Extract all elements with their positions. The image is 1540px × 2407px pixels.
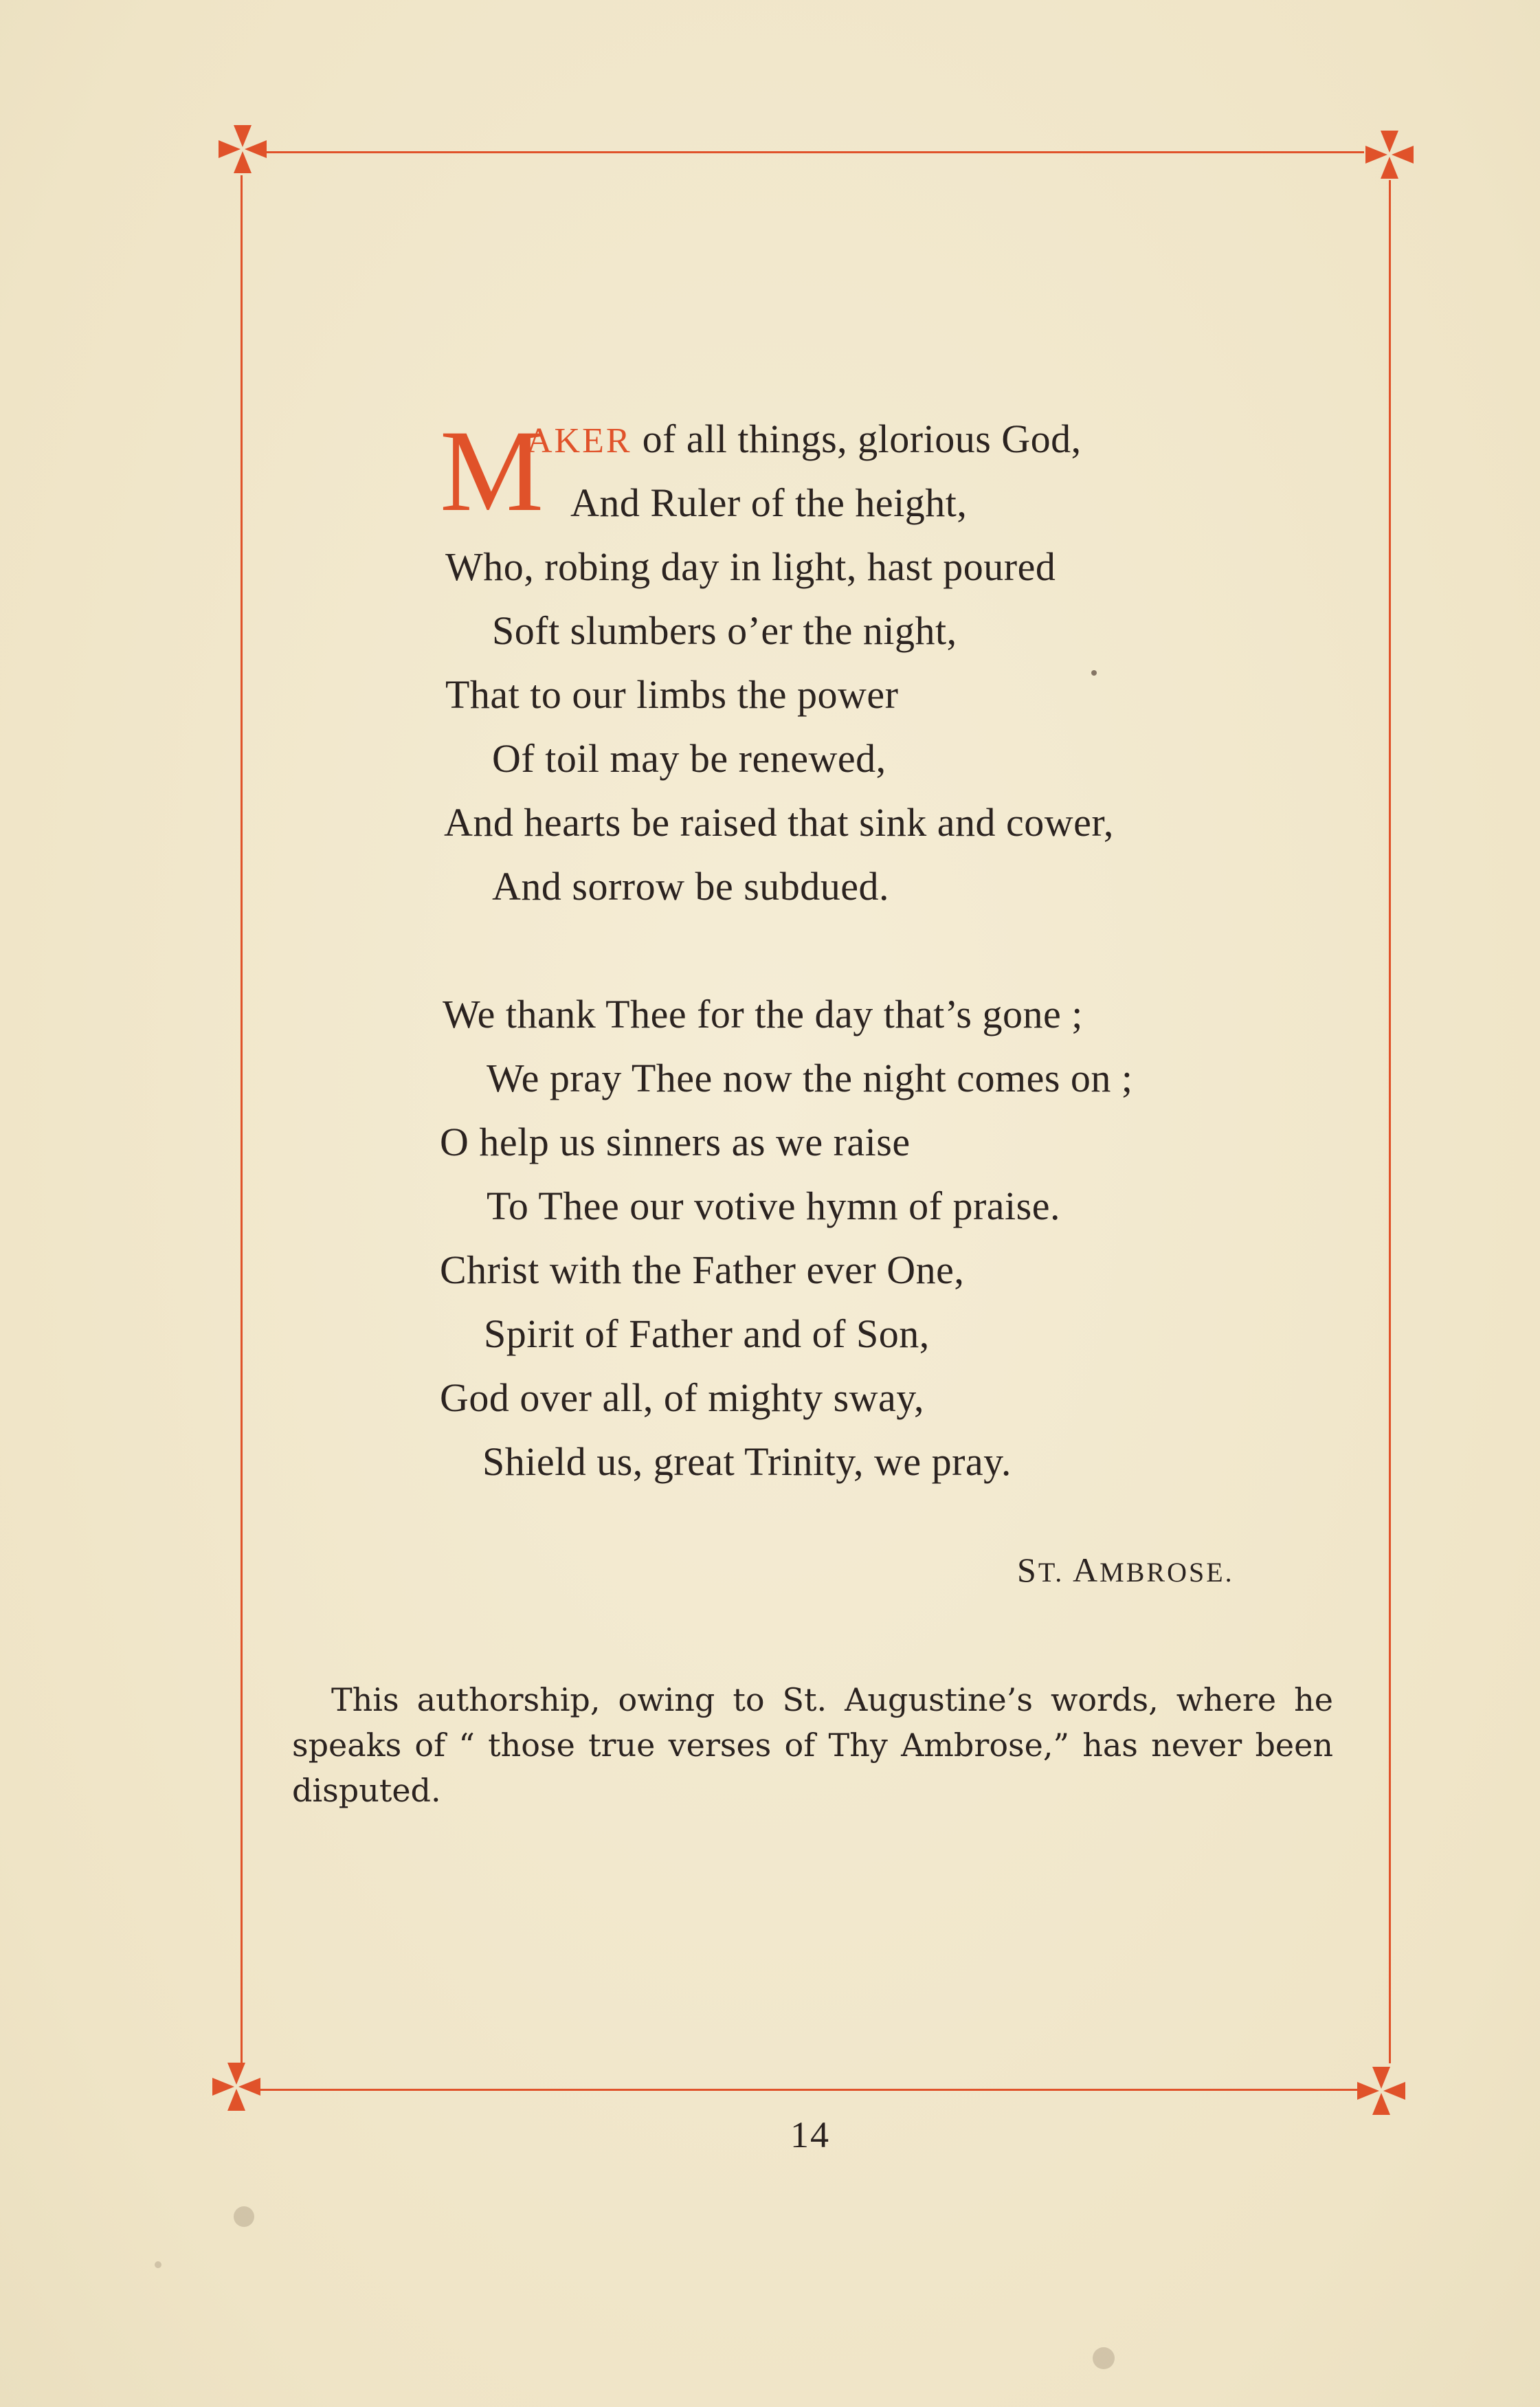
poem-line: We pray Thee now the night comes on ; [487, 1056, 1133, 1100]
paper-speck [1093, 2347, 1115, 2369]
maltese-cross-icon [211, 2061, 262, 2112]
frame-left-rule [241, 175, 243, 2065]
poem-line: To Thee our votive hymn of praise. [487, 1184, 1060, 1228]
paper-speck [234, 2206, 254, 2227]
poem-line: Of toil may be renewed, [492, 736, 886, 781]
frame-right-rule [1389, 180, 1391, 2063]
stanza-break [440, 918, 1333, 982]
poem-line: Soft slumbers o’er the night, [492, 608, 957, 653]
poem-line: Christ with the Father ever One, [440, 1247, 965, 1292]
paper-speck [155, 2261, 161, 2268]
author-attribution: ST. AMBROSE. [1017, 1551, 1234, 1589]
poem-line: We thank Thee for the day that’s gone ; [443, 992, 1083, 1036]
maltese-cross-icon [1364, 129, 1415, 180]
poem-line: O help us sinners as we raise [440, 1120, 911, 1164]
paper-speck [1091, 670, 1097, 676]
maltese-cross-icon [1356, 2065, 1407, 2116]
frame-top-rule [265, 151, 1364, 153]
authorship-note: This authorship, owing to St. Augustine’s words, where he speaks of “ those true verses of Thy Ambrose,” has never been disputed. [292, 1681, 1333, 1809]
poem-line: Spirit of Father and of Son, [484, 1311, 930, 1356]
page-number: 14 [790, 2114, 830, 2155]
poem-line: That to our limbs the power [445, 672, 899, 717]
poem-line: Shield us, great Trinity, we pray. [482, 1439, 1012, 1484]
poem-line: AKER of all things, glorious God, [526, 417, 1082, 461]
frame-bottom-rule [258, 2089, 1357, 2091]
hymn-text [440, 407, 1333, 1494]
poem-line: God over all, of mighty sway, [440, 1375, 925, 1420]
poem-line: Who, robing day in light, hast poured [445, 544, 1056, 589]
poem-line: And Ruler of the height, [570, 480, 968, 525]
poem-line: And sorrow be subdued. [492, 864, 890, 909]
drop-cap-letter: M [440, 406, 544, 535]
first-word-smallcaps: AKER [526, 421, 632, 461]
maltese-cross-icon [217, 124, 268, 175]
poem-line: And hearts be raised that sink and cower, [444, 800, 1114, 845]
